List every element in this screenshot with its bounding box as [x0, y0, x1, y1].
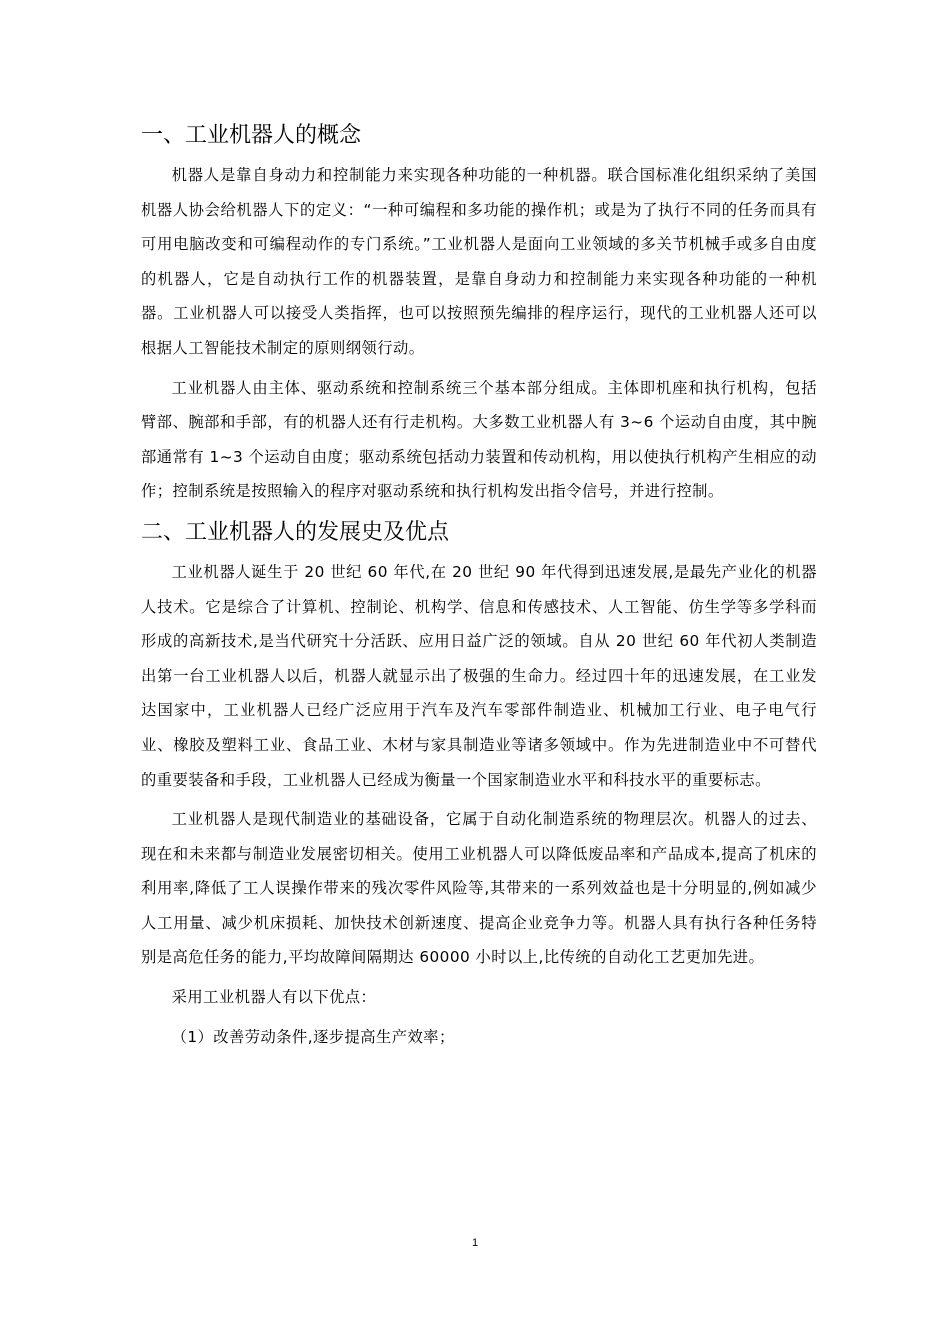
- list-item: （1）改善劳动条件,逐步提高生产效率；: [171, 1027, 455, 1046]
- paragraph: 采用工业机器人有以下优点：: [171, 988, 377, 1007]
- document-body: [141, 118, 817, 1054]
- paragraph: 机器人是靠自身动力和控制能力来实现各种功能的一种机器。联合国标准化组织采纳了美国机器人协会给机器人下的定义：“一种可编程和多功能的操作机；或是为了执行不同的任务而具有可用电脑改变和可编程动作的专门系统。”工业机器人是面向工业领域的多关节机械手或多自由度的机器人，它是自动执行工作的机器装置，是靠自身动力和控制能力来实现各种功能的一种机器。工业机器人可以接受人类指挥，也可以按照预先编排的程序运行，现代的工业机器人还可以根据人工智能技术制定的原则纲领行动。: [141, 166, 817, 357]
- section-heading-concept: 一、工业机器人的概念: [141, 123, 362, 148]
- page-number: 1: [471, 1237, 479, 1249]
- section-heading-history: 二、工业机器人的发展史及优点: [141, 519, 450, 545]
- paragraph: 工业机器人是现代制造业的基础设备，它属于自动化制造系统的物理层次。机器人的过去、现在和未来都与制造业发展密切相关。使用工业机器人可以降低废品率和产品成本,提高了机床的利用率,降低了工人误操作带来的残次零件风险等,其带来的一系列效益也是十分明显的,例如减少人工用量、减少机床损耗、加快技术创新速度、提高企业竞争力等。机器人具有执行各种任务特别是高危任务的能力,平均故障间隔期达 60000 小时以上,比传统的自动化工艺更加先进。: [141, 810, 817, 967]
- paragraph: 工业机器人由主体、驱动系统和控制系统三个基本部分组成。主体即机座和执行机构，包括臂部、腕部和手部，有的机器人还有行走机构。大多数工业机器人有 3~6 个运动自由度，其中腕部通常有 1~3 个运动自由度；驱动系统包括动力装置和传动机构，用以使执行机构产生相应的动作；控制系统是按照输入的程序对驱动系统和执行机构发出指令信号，并进行控制。: [141, 378, 817, 501]
- paragraph: 工业机器人诞生于 20 世纪 60 年代,在 20 世纪 90 年代得到迅速发展,是最先产业化的机器人技术。它是综合了计算机、控制论、机构学、信息和传感技术、人工智能、仿生学等多学科而形成的高新技术,是当代研究十分活跃、应用日益广泛的领域。自从 20 世纪 60 年代初人类制造出第一台工业机器人以后，机器人就显示出了极强的生命力。经过四十年的迅速发展，在工业发达国家中，工业机器人已经广泛应用于汽车及汽车零部件制造业、机械加工行业、电子电气行业、橡胶及塑料工业、食品工业、木材与家具制造业等诸多领域中。作为先进制造业中不可替代的重要装备和手段，工业机器人已经成为衡量一个国家制造业水平和科技水平的重要标志。: [141, 562, 817, 789]
